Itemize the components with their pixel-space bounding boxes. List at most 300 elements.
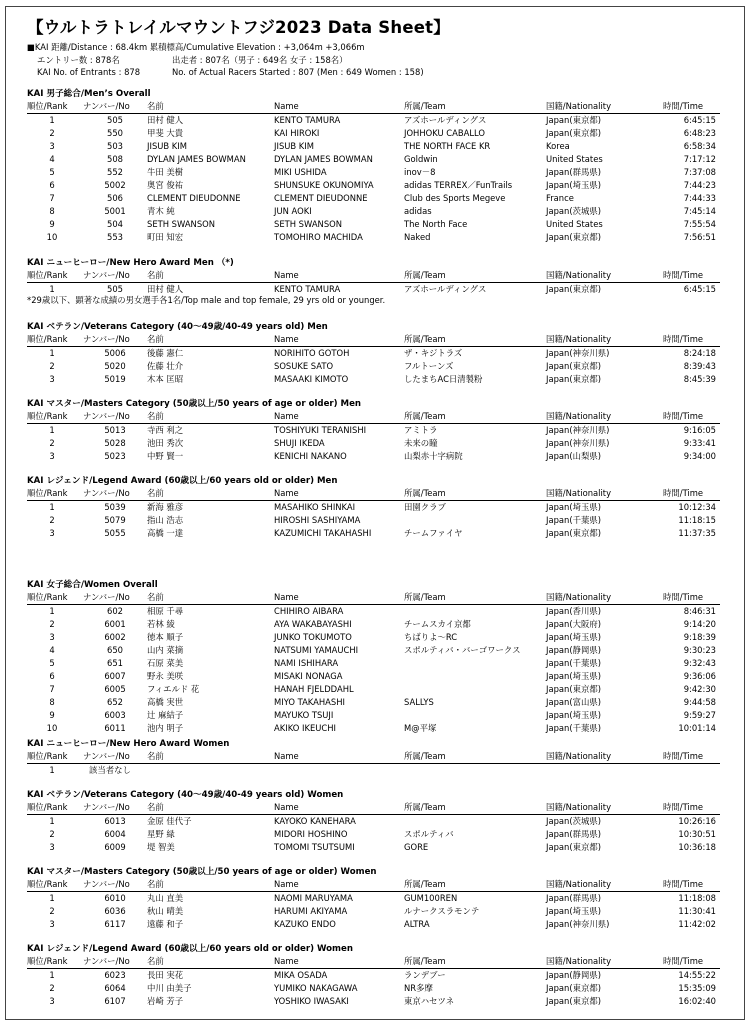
header-rank: 順位/Rank	[27, 879, 68, 889]
table-header	[27, 878, 720, 892]
header-number: ナンバー/No	[83, 592, 130, 602]
section-title: KAI 女子総合/Women Overall	[27, 580, 158, 590]
header-name-jp: 名前	[147, 879, 164, 889]
table-row	[27, 828, 720, 841]
table-row	[27, 347, 720, 360]
cell-nationality: Japan(東京都)	[546, 528, 602, 538]
header-name-jp: 名前	[147, 751, 164, 761]
cell-team: SALLYS	[404, 697, 434, 707]
cell-number: 506	[107, 193, 123, 203]
cell-nationality: Japan(山梨県)	[546, 451, 602, 461]
cell-time: 9:30:23	[683, 645, 716, 655]
table-header	[27, 750, 720, 764]
cell-rank: 3	[49, 842, 55, 852]
header-rank: 順位/Rank	[27, 334, 68, 344]
cell-number: 508	[107, 154, 123, 164]
header-name-jp: 名前	[147, 334, 164, 344]
table-header	[27, 487, 720, 501]
cell-team: チームスカイ京都	[404, 619, 471, 629]
header-team: 所属/Team	[404, 802, 446, 812]
cell-name-jp: 辻 麻結子	[147, 710, 184, 720]
section-title: KAI 男子総合/Men’s Overall	[27, 89, 151, 99]
cell-nationality: Japan(千葉県)	[546, 515, 602, 525]
cell-nationality: Japan(東京都)	[546, 284, 602, 294]
cell-name-en: JUNKO TOKUMOTO	[274, 632, 352, 642]
cell-number: 5013	[104, 425, 126, 435]
cell-time: 10:01:14	[678, 723, 716, 733]
table-row	[27, 527, 720, 540]
table-row	[27, 218, 720, 231]
header-number: ナンバー/No	[83, 879, 130, 889]
header-number: ナンバー/No	[83, 751, 130, 761]
cell-time: 7:55:54	[683, 219, 716, 229]
cell-number: 553	[107, 232, 123, 242]
table-row	[27, 166, 720, 179]
header-name-en: Name	[274, 956, 299, 966]
cell-name-jp: 高橋 一達	[147, 528, 184, 538]
cell-name-en: NORIHITO GOTOH	[274, 348, 350, 358]
cell-rank: 10	[46, 723, 58, 733]
table-row	[27, 437, 720, 450]
cell-name-jp: SETH SWANSON	[147, 219, 215, 229]
cell-name-en: HARUMI AKIYAMA	[274, 906, 348, 916]
section-title: KAI レジェンド/Legend Award (60歳以上/60 years old or older) Women	[27, 944, 353, 954]
header-name-jp: 名前	[147, 592, 164, 602]
cell-name-jp: 長田 実花	[147, 970, 184, 980]
cell-number: 5019	[104, 374, 126, 384]
cell-team: スポルティバ	[404, 829, 454, 839]
header-time: 時間/Time	[663, 101, 704, 111]
cell-team: したまちAC日清製粉	[404, 374, 483, 384]
table-row	[27, 905, 720, 918]
cell-name-en: YOSHIKO IWASAKI	[274, 996, 349, 1006]
cell-nationality: Japan(神奈川県)	[546, 438, 610, 448]
cell-time: 9:36:06	[683, 671, 716, 681]
entries-jp: エントリー数 : 878名	[37, 55, 120, 65]
cell-time: 11:18:08	[678, 893, 716, 903]
cell-name-jp: 田村 健人	[147, 284, 184, 294]
cell-name-jp: 中野 賢一	[147, 451, 184, 461]
cell-nationality: Japan(東京都)	[546, 684, 602, 694]
cell-number: 5020	[104, 361, 126, 371]
header-rank: 順位/Rank	[27, 101, 68, 111]
header-nationality: 国籍/Nationality	[546, 334, 612, 344]
cell-rank: 2	[49, 438, 55, 448]
cell-time: 7:44:23	[683, 180, 716, 190]
table-row-none	[27, 764, 720, 777]
table-row	[27, 424, 720, 437]
table-row	[27, 514, 720, 527]
cell-team: ルナークスラモンテ	[404, 906, 480, 916]
cell-nationality: Japan(大阪府)	[546, 619, 602, 629]
cell-name-en: NATSUMI YAMAUCHI	[274, 645, 359, 655]
cell-name-en: KENTO TAMURA	[274, 284, 341, 294]
cell-rank: 7	[49, 684, 55, 694]
cell-name-jp: JISUB KIM	[147, 141, 187, 151]
cell-time: 10:12:34	[678, 502, 716, 512]
header-name-jp: 名前	[147, 802, 164, 812]
cell-name-jp: 新海 雅彦	[147, 502, 184, 512]
cell-number: 6005	[104, 684, 126, 694]
cell-name-jp: 遠藤 和子	[147, 919, 184, 929]
table-header	[27, 955, 720, 969]
cell-time: 11:18:15	[678, 515, 716, 525]
cell-team: ランデブー	[404, 970, 446, 980]
cell-name-jp: DYLAN JAMES BOWMAN	[147, 154, 246, 164]
header-name-jp: 名前	[147, 101, 164, 111]
cell-nationality: Japan(富山県)	[546, 697, 602, 707]
header-team: 所属/Team	[404, 334, 446, 344]
cell-name-en: MASAHIKO SHINKAI	[274, 502, 356, 512]
cell-name-en: KAYOKO KANEHARA	[274, 816, 356, 826]
cell-team: チームファイヤ	[404, 528, 463, 538]
table-row	[27, 644, 720, 657]
cell-rank: 2	[49, 515, 55, 525]
cell-number: 6003	[104, 710, 126, 720]
cell-team: The North Face	[404, 219, 468, 229]
cell-rank: 3	[49, 141, 55, 151]
cell-number: 504	[107, 219, 123, 229]
cell-number: 5023	[104, 451, 126, 461]
cell-team: GUM100REN	[404, 893, 458, 903]
section-note: *29歳以下、顕著な成績の男女選手各1名/Top male and top female, 29 yrs old or younger.	[27, 295, 386, 305]
cell-team: adidas	[404, 206, 432, 216]
cell-time: 8:45:39	[683, 374, 716, 384]
cell-name-jp: 秋山 晴美	[147, 906, 184, 916]
cell-name-en: NAOMI MARUYAMA	[274, 893, 353, 903]
cell-name-en: TOSHIYUKI TERANISHI	[274, 425, 367, 435]
cell-nationality: Korea	[546, 141, 570, 151]
header-team: 所属/Team	[404, 592, 446, 602]
cell-number: 6013	[104, 816, 126, 826]
table-row	[27, 982, 720, 995]
cell-name-jp: 木本 匡昭	[147, 374, 184, 384]
cell-rank: 4	[49, 645, 55, 655]
cell-nationality: Japan(神奈川県)	[546, 348, 610, 358]
cell-rank: 3	[49, 632, 55, 642]
table-row	[27, 918, 720, 931]
cell-team: フルトーンズ	[404, 361, 454, 371]
cell-name-en: SHUNSUKE OKUNOMIYA	[274, 180, 374, 190]
cell-nationality: United States	[546, 154, 603, 164]
section-title: KAI ベテラン/Veterans Category (40～49歳/40-49 years old) Men	[27, 322, 328, 332]
table-header	[27, 100, 720, 114]
cell-rank: 1	[49, 284, 55, 294]
cell-team: 未来の瞳	[404, 438, 438, 448]
cell-nationality: Japan(東京都)	[546, 361, 602, 371]
cell-time: 9:16:05	[683, 425, 716, 435]
cell-name-jp: 田村 健人	[147, 115, 184, 125]
cell-name-jp: 丸山 直美	[147, 893, 184, 903]
cell-number: 6007	[104, 671, 126, 681]
cell-name-en: AYA WAKABAYASHI	[274, 619, 352, 629]
cell-nationality: Japan(東京都)	[546, 374, 602, 384]
table-row	[27, 815, 720, 828]
header-name-en: Name	[274, 411, 299, 421]
cell-number: 550	[107, 128, 123, 138]
table-row	[27, 231, 720, 244]
cell-nationality: Japan(群馬県)	[546, 893, 602, 903]
cell-nationality: Japan(群馬県)	[546, 829, 602, 839]
header-number: ナンバー/No	[83, 802, 130, 812]
table-row	[27, 670, 720, 683]
section-title: KAI レジェンド/Legend Award (60歳以上/60 years old or older) Men	[27, 476, 338, 486]
cell-nationality: Japan(神奈川県)	[546, 919, 610, 929]
cell-name-en: MAYUKO TSUJI	[274, 710, 334, 720]
cell-rank: 3	[49, 528, 55, 538]
table-header	[27, 591, 720, 605]
header-team: 所属/Team	[404, 101, 446, 111]
cell-name-jp: 中川 由美子	[147, 983, 192, 993]
header-name-en: Name	[274, 751, 299, 761]
table-row	[27, 969, 720, 982]
cell-team: THE NORTH FACE KR	[404, 141, 491, 151]
cell-name-en: JISUB KIM	[274, 141, 314, 151]
cell-nationality: Japan(東京都)	[546, 232, 602, 242]
page-title: 【ウルトラトレイルマウントフジ2023 Data Sheet】	[27, 18, 450, 37]
cell-time: 8:39:43	[683, 361, 716, 371]
table-row	[27, 722, 720, 735]
cell-team: inov－8	[404, 167, 436, 177]
cell-nationality: Japan(神奈川県)	[546, 425, 610, 435]
cell-number: 5001	[104, 206, 126, 216]
cell-number: 6010	[104, 893, 126, 903]
cell-name-en: NAMI ISHIHARA	[274, 658, 339, 668]
cell-name-en: JUN AOKI	[274, 206, 312, 216]
cell-rank: 2	[49, 829, 55, 839]
table-row	[27, 360, 720, 373]
cell-rank: 10	[46, 232, 58, 242]
cell-name-en: KAZUKO ENDO	[274, 919, 336, 929]
cell-nationality: Japan(埼玉県)	[546, 502, 602, 512]
cell-rank: 3	[49, 996, 55, 1006]
cell-rank: 8	[49, 697, 55, 707]
cell-time: 10:30:51	[678, 829, 716, 839]
header-rank: 順位/Rank	[27, 751, 68, 761]
cell-number: 6001	[104, 619, 126, 629]
table-row	[27, 618, 720, 631]
cell-nationality: Japan(静岡県)	[546, 645, 602, 655]
header-name-en: Name	[274, 488, 299, 498]
table-header	[27, 410, 720, 424]
header-name-jp: 名前	[147, 956, 164, 966]
header-number: ナンバー/No	[83, 956, 130, 966]
cell-team: M@平塚	[404, 723, 437, 733]
cell-name-jp: フィエルド 花	[147, 684, 200, 694]
cell-nationality: Japan(東京都)	[546, 842, 602, 852]
no-applicable-text: 該当者なし	[89, 765, 131, 775]
header-name-en: Name	[274, 334, 299, 344]
cell-name-jp: 山内 菜摘	[147, 645, 184, 655]
cell-number: 651	[107, 658, 123, 668]
header-time: 時間/Time	[663, 802, 704, 812]
cell-rank: 1	[49, 115, 55, 125]
cell-number: 5055	[104, 528, 126, 538]
header-name-en: Name	[274, 270, 299, 280]
header-nationality: 国籍/Nationality	[546, 751, 612, 761]
header-time: 時間/Time	[663, 879, 704, 889]
cell-nationality: Japan(埼玉県)	[546, 710, 602, 720]
cell-name-jp: 若林 綾	[147, 619, 175, 629]
cell-rank: 2	[49, 983, 55, 993]
cell-nationality: United States	[546, 219, 603, 229]
header-name-jp: 名前	[147, 411, 164, 421]
cell-team: ALTRA	[404, 919, 430, 929]
table-header	[27, 801, 720, 815]
header-time: 時間/Time	[663, 592, 704, 602]
cell-name-jp: 金原 佳代子	[147, 816, 192, 826]
cell-team: NR多摩	[404, 983, 433, 993]
cell-rank: 4	[49, 154, 55, 164]
header-rank: 順位/Rank	[27, 488, 68, 498]
cell-time: 9:42:30	[683, 684, 716, 694]
header-time: 時間/Time	[663, 956, 704, 966]
table-row	[27, 995, 720, 1008]
header-name-en: Name	[274, 592, 299, 602]
table-row	[27, 140, 720, 153]
cell-rank: 6	[49, 180, 55, 190]
cell-team: 田園クラブ	[404, 502, 446, 512]
cell-name-jp: 堤 智美	[147, 842, 175, 852]
cell-team: Club des Sports Megeve	[404, 193, 506, 203]
table-row	[27, 373, 720, 386]
cell-number: 6117	[104, 919, 126, 929]
table-row	[27, 841, 720, 854]
cell-time: 7:37:08	[683, 167, 716, 177]
cell-number: 6009	[104, 842, 126, 852]
cell-nationality: Japan(東京都)	[546, 128, 602, 138]
cell-name-en: AKIKO IKEUCHI	[274, 723, 336, 733]
cell-number: 6107	[104, 996, 126, 1006]
header-rank: 順位/Rank	[27, 270, 68, 280]
cell-name-jp: 指山 浩志	[147, 515, 184, 525]
cell-time: 9:14:20	[683, 619, 716, 629]
cell-time: 7:45:14	[683, 206, 716, 216]
cell-number: 5006	[104, 348, 126, 358]
cell-time: 14:55:22	[678, 970, 716, 980]
cell-time: 9:33:41	[683, 438, 716, 448]
cell-name-en: KAZUMICHI TAKAHASHI	[274, 528, 372, 538]
cell-nationality: Japan(埼玉県)	[546, 906, 602, 916]
header-nationality: 国籍/Nationality	[546, 592, 612, 602]
cell-name-en: KENTO TAMURA	[274, 115, 341, 125]
cell-name-jp: 後藤 憲仁	[147, 348, 184, 358]
cell-name-jp: 奥宮 俊祐	[147, 180, 184, 190]
header-team: 所属/Team	[404, 879, 446, 889]
table-header	[27, 333, 720, 347]
header-number: ナンバー/No	[83, 488, 130, 498]
table-row	[27, 657, 720, 670]
cell-team: GORE	[404, 842, 429, 852]
cell-name-en: MIKI USHIDA	[274, 167, 327, 177]
cell-time: 6:48:23	[683, 128, 716, 138]
cell-team: Naked	[404, 232, 431, 242]
header-team: 所属/Team	[404, 488, 446, 498]
cell-name-jp: 寺西 利之	[147, 425, 184, 435]
header-nationality: 国籍/Nationality	[546, 956, 612, 966]
cell-name-en: MASAAKI KIMOTO	[274, 374, 349, 384]
cell-rank: 3	[49, 374, 55, 384]
cell-name-jp: 牛田 美樹	[147, 167, 184, 177]
cell-name-en: TOMOHIRO MACHIDA	[274, 232, 363, 242]
cell-time: 11:30:41	[678, 906, 716, 916]
table-row	[27, 683, 720, 696]
cell-time: 9:59:27	[683, 710, 716, 720]
cell-time: 16:02:40	[678, 996, 716, 1006]
header-name-jp: 名前	[147, 488, 164, 498]
cell-rank: 1	[49, 348, 55, 358]
cell-rank: 3	[49, 919, 55, 929]
cell-rank: 9	[49, 710, 55, 720]
header-rank: 順位/Rank	[27, 592, 68, 602]
cell-number: 5079	[104, 515, 126, 525]
header-team: 所属/Team	[404, 956, 446, 966]
cell-time: 11:42:02	[678, 919, 716, 929]
header-number: ナンバー/No	[83, 411, 130, 421]
cell-name-en: CHIHIRO AIBARA	[274, 606, 344, 616]
cell-name-jp: 高橋 実世	[147, 697, 184, 707]
header-rank: 順位/Rank	[27, 411, 68, 421]
table-row	[27, 696, 720, 709]
cell-team: アズホールディングス	[404, 115, 487, 125]
cell-time: 8:46:31	[683, 606, 716, 616]
table-row	[27, 192, 720, 205]
cell-time: 6:58:34	[683, 141, 716, 151]
cell-nationality: Japan(埼玉県)	[546, 632, 602, 642]
header-number: ナンバー/No	[83, 270, 130, 280]
cell-nationality: Japan(茨城県)	[546, 816, 602, 826]
cell-name-en: MISAKI NONAGA	[274, 671, 343, 681]
cell-rank: 7	[49, 193, 55, 203]
cell-time: 15:35:09	[678, 983, 716, 993]
cell-rank: 1	[49, 606, 55, 616]
cell-name-en: TOMOMI TSUTSUMI	[274, 842, 355, 852]
cell-name-en: HANAH FJELDDAHL	[274, 684, 354, 694]
cell-number: 652	[107, 697, 123, 707]
section-title: KAI マスター/Masters Category (50歳以上/50 years of age or older) Men	[27, 399, 362, 409]
cell-name-jp: 野永 美咲	[147, 671, 184, 681]
cell-rank: 9	[49, 219, 55, 229]
header-rank: 順位/Rank	[27, 956, 68, 966]
cell-number: 505	[107, 115, 123, 125]
cell-rank: 2	[49, 361, 55, 371]
cell-nationality: France	[546, 193, 574, 203]
cell-time: 10:36:18	[678, 842, 716, 852]
cell-nationality: Japan(香川県)	[546, 606, 602, 616]
cell-time: 6:45:15	[683, 115, 716, 125]
cell-nationality: Japan(埼玉県)	[546, 180, 602, 190]
cell-name-en: SHUJI IKEDA	[274, 438, 325, 448]
cell-time: 7:56:51	[683, 232, 716, 242]
header-nationality: 国籍/Nationality	[546, 488, 612, 498]
table-row	[27, 450, 720, 463]
cell-name-en: CLEMENT DIEUDONNE	[274, 193, 368, 203]
cell-rank: 5	[49, 167, 55, 177]
cell-name-en: DYLAN JAMES BOWMAN	[274, 154, 373, 164]
cell-rank: 1	[49, 970, 55, 980]
table-row	[27, 709, 720, 722]
table-row	[27, 205, 720, 218]
header-team: 所属/Team	[404, 411, 446, 421]
header-nationality: 国籍/Nationality	[546, 411, 612, 421]
cell-rank: 1	[49, 816, 55, 826]
header-time: 時間/Time	[663, 488, 704, 498]
cell-name-jp: 池内 明子	[147, 723, 184, 733]
table-row	[27, 127, 720, 140]
header-nationality: 国籍/Nationality	[546, 101, 612, 111]
cell-nationality: Japan(千葉県)	[546, 723, 602, 733]
cell-team: スポルティバ・バーゴワークス	[404, 645, 521, 655]
